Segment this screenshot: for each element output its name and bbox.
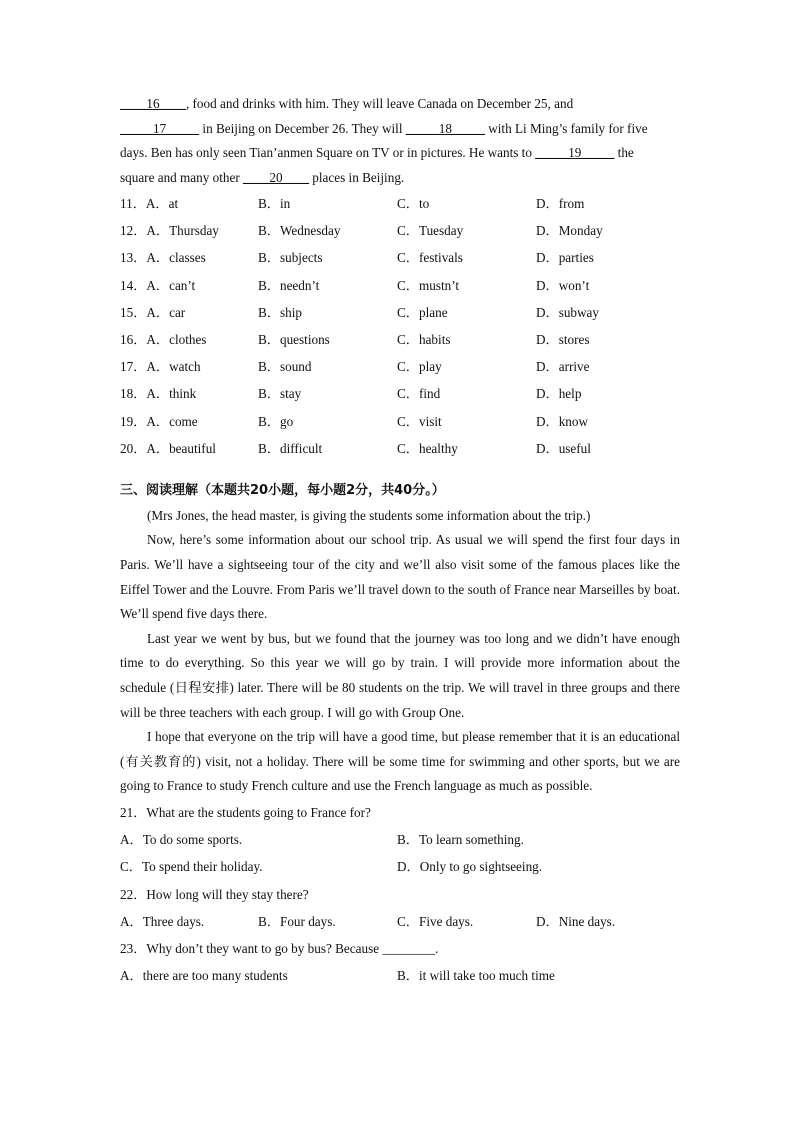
option-row [120, 826, 680, 853]
option-b: B．questions [258, 331, 330, 347]
passage-text: days. Ben has only seen Tian’anmen Square on TV or in pictures. He wants to [120, 145, 536, 160]
option-row [120, 435, 680, 462]
passage-line-1 [120, 92, 680, 117]
option-row [120, 299, 680, 326]
option-a: 17．A．watch [120, 359, 201, 375]
option-row [120, 908, 680, 935]
option-d: D．from [536, 196, 585, 211]
option-b: B．ship [258, 304, 302, 320]
passage-paragraph-3: I hope that everyone on the trip will have a good time, but please remember that it is an educational (有关教育的) visit, not a holiday. There will be some time for swimming and other sports, but we are going to France to study French culture and use the French language as much as possible. [120, 729, 680, 794]
option-b: B．difficult [258, 440, 323, 456]
option-row [120, 217, 680, 244]
option-d: D．know [536, 413, 589, 429]
blank-20: ____20____ [243, 169, 309, 185]
option-d: D．parties [536, 250, 594, 266]
option-a: A．To do some sports. [120, 832, 243, 848]
option-c: C．play [397, 359, 442, 375]
option-row [120, 272, 680, 299]
option-d: D．help [536, 386, 582, 402]
passage-line-3 [120, 141, 680, 166]
option-c: C．habits [397, 331, 451, 347]
option-row [120, 962, 680, 989]
option-c: C．Tuesday [397, 223, 464, 239]
option-row [120, 380, 680, 407]
section-heading: 三、阅读理解（本题共20小题，每小题2分，共40分。） [120, 482, 445, 498]
option-b: B．To learn something. [397, 832, 524, 848]
option-b: B．in [258, 196, 291, 211]
question-23: 23．Why don’t they want to go by bus? Because ________. [120, 940, 439, 956]
option-d: D．useful [536, 440, 591, 456]
option-c: C．to [397, 196, 430, 211]
blank-18: _____18_____ [405, 120, 485, 136]
option-b: B．sound [258, 359, 312, 375]
option-d: D．won’t [536, 277, 590, 293]
option-b: B．subjects [258, 250, 323, 266]
blank-17: _____17_____ [120, 120, 200, 136]
option-d: D．arrive [536, 359, 590, 375]
option-c: C．To spend their holiday. [120, 859, 263, 875]
option-a: 11．A．at [120, 196, 179, 211]
option-d: D．Monday [536, 223, 603, 239]
option-d: D．Nine days. [536, 913, 616, 929]
option-row [120, 353, 680, 380]
option-a: A．Three days. [120, 913, 205, 929]
option-c: C．plane [397, 304, 448, 320]
option-row [120, 190, 680, 217]
option-b: B．it will take too much time [397, 968, 555, 984]
cloze-options [120, 190, 680, 462]
option-d: D．subway [536, 304, 600, 320]
passage-line-2 [120, 117, 680, 142]
option-a: 15．A．car [120, 304, 186, 320]
option-row [120, 244, 680, 271]
option-a: 19．A．come [120, 413, 198, 429]
option-row [120, 853, 680, 880]
passage-paragraph-2: Last year we went by bus, but we found that the journey was too long and we didn’t have enough time to do everything. So this year we will go by train. I will provide more information about the schedule (日程安排) later. There will be 80 students on the trip. We will travel in three groups and there will be three teachers with each group. I will go with Group One. [120, 630, 680, 720]
passage-text: , food and drinks with him. They will leave Canada on December 25, and [185, 96, 574, 111]
passage-text: the [614, 145, 634, 160]
option-a: 18．A．think [120, 386, 197, 402]
question-21: 21．What are the students going to France for? [120, 805, 371, 820]
option-row [120, 408, 680, 435]
passage-text: square and many other [120, 169, 244, 185]
blank-16: ____16____ [120, 96, 186, 111]
option-a: A．there are too many students [120, 968, 288, 984]
option-c: C．mustn’t [397, 277, 460, 293]
option-c: C．festivals [397, 250, 463, 266]
passage-text: with Li Ming’s family for five [484, 120, 648, 136]
option-a: 13．A．classes [120, 250, 206, 266]
option-d: D．stores [536, 331, 590, 347]
exam-page [120, 92, 680, 989]
passage-text: in Beijing on December 26. They will [199, 120, 406, 136]
option-a: 16．A．clothes [120, 331, 207, 347]
passage-line-4 [120, 166, 680, 191]
option-b: B．go [258, 413, 294, 429]
reading-passage [120, 504, 680, 799]
option-d: D．Only to go sightseeing. [397, 859, 543, 875]
option-a: 20．A．beautiful [120, 440, 216, 456]
option-c: C．healthy [397, 440, 458, 456]
option-a: 14．A．can’t [120, 277, 196, 293]
option-a: 12．A．Thursday [120, 223, 219, 239]
passage-text: places in Beijing. [308, 169, 405, 185]
blank-19: _____19_____ [535, 145, 615, 160]
passage-intro: (Mrs Jones, the head master, is giving the students some information about the trip.) [147, 507, 591, 523]
option-b: B．stay [258, 386, 302, 402]
option-c: C．Five days. [397, 913, 474, 929]
cloze-passage [120, 92, 680, 190]
passage-paragraph-1: Now, here’s some information about our school trip. As usual we will spend the first four days in Paris. We’ll have a sightseeing tour of the city and we’ll also visit some of the famous places like the Eiffel Tower and the Louvre. From Paris we’ll travel down to the south of France near Marseilles by boat. We’ll spend five days there. [120, 532, 680, 622]
option-b: B．Wednesday [258, 223, 341, 239]
question-22: 22．How long will they stay there? [120, 886, 309, 902]
option-c: C．visit [397, 413, 442, 429]
questions [120, 799, 680, 989]
option-row [120, 326, 680, 353]
option-b: B．needn’t [258, 277, 320, 293]
option-b: B．Four days. [258, 913, 336, 929]
option-c: C．find [397, 386, 441, 402]
